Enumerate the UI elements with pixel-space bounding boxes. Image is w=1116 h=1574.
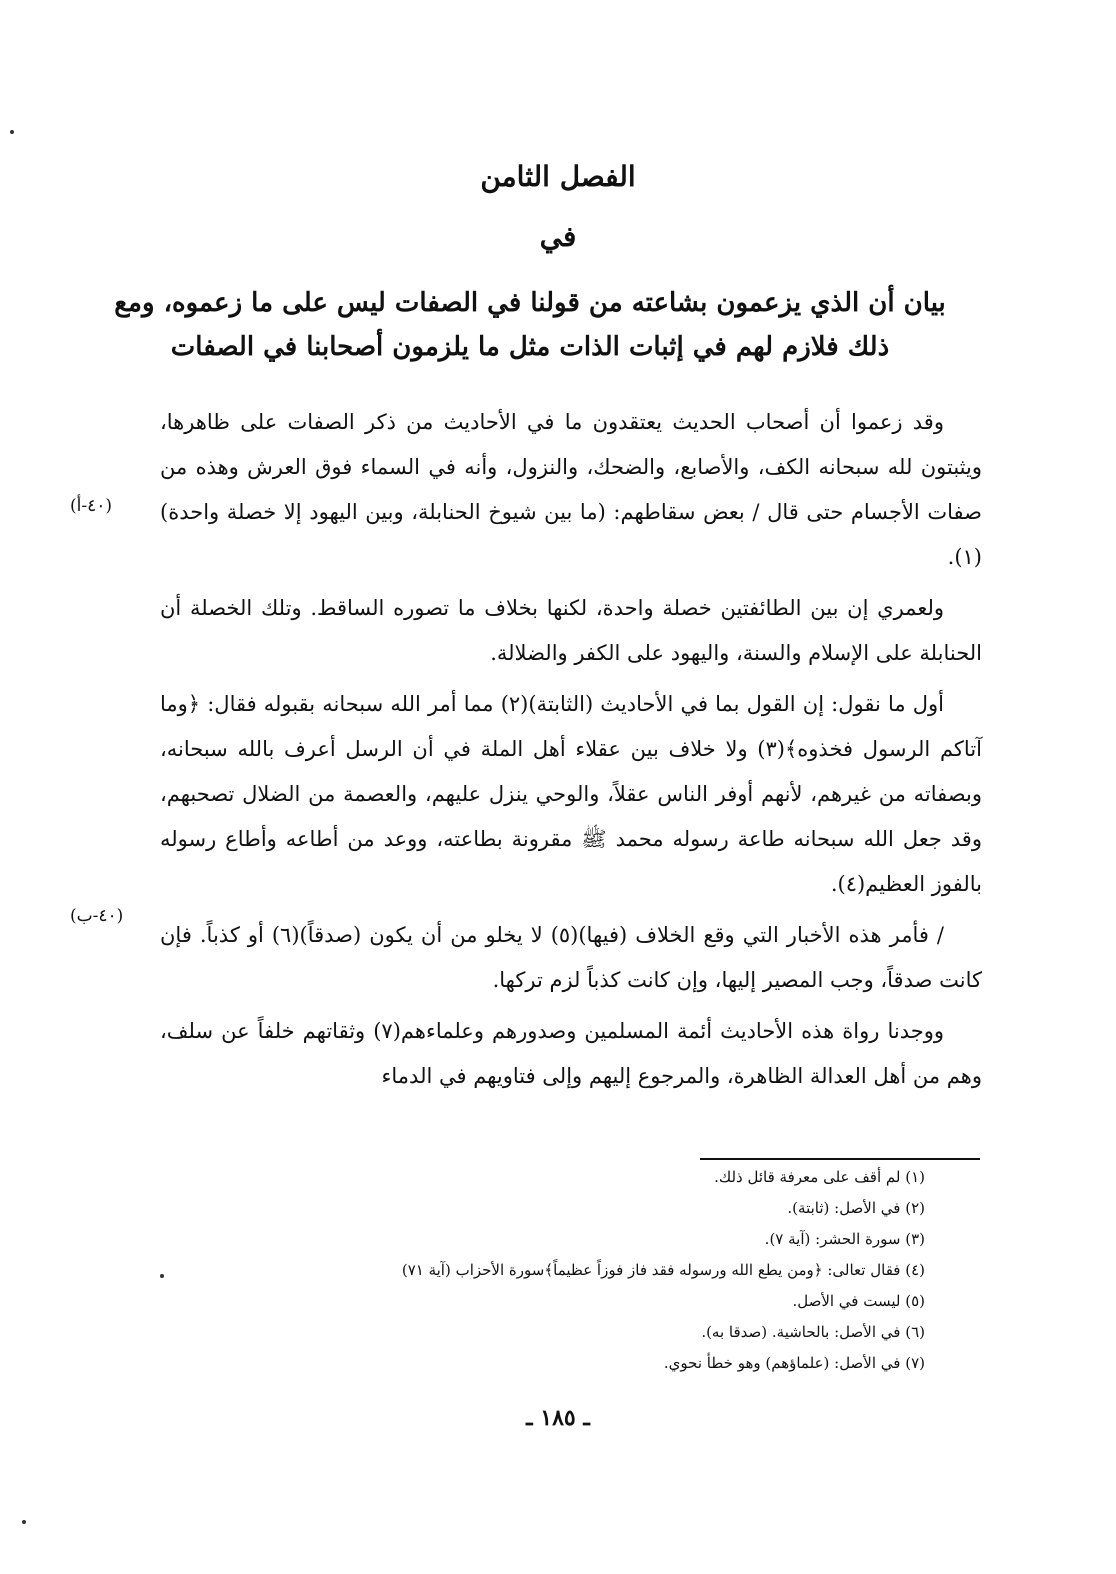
paragraph-3: أول ما نقول: إن القول بما في الأحاديث (الثابتة)(٢) مما أمر الله سبحانه بقبوله فقال: ﴿وما آتاكم الرسول فخذوه﴾(٣) ولا خلاف بين عقلاء أهل الملة في أن الرسل أعرف بالله سبحانه، وبصفاته من غيرهم، لأنهم أوفر الناس عقلاً، والوحي ينزل عليهم، والعصمة من الضلال تصحبهم، وقد جعل الله سبحانه طاعة رسوله محمد ﷺ مقرونة بطاعته، ووعد من أطاعه وأطاع رسوله بالفوز العظيم(٤).	[160, 692, 982, 896]
footnote-7: (٧) في الأصل: (علماؤهم) وهو خطأ نحوي.	[663, 1354, 925, 1372]
scan-speck	[10, 130, 14, 134]
footnote-1: (١) لم أقف على معرفة قائل ذلك.	[714, 1168, 925, 1186]
chapter-subtitle-line-1: بيان أن الذي يزعمون بشاعته من قولنا في الصفات ليس على ما زعموه، ومع	[114, 288, 946, 318]
footnote-5: (٥) ليست في الأصل.	[792, 1292, 925, 1310]
footnote-4: (٤) فقال تعالى: ﴿ومن يطع الله ورسوله فقد فاز فوزاً عظيماً﴾سورة الأحزاب (آية ٧١)	[401, 1261, 925, 1279]
scan-speck	[22, 1520, 26, 1524]
margin-folio-note-40b: (٤٠-ب)	[70, 906, 124, 926]
footnote-divider	[700, 1158, 980, 1160]
footnote-3: (٣) سورة الحشر: (آية ٧).	[764, 1230, 925, 1248]
margin-folio-note-40a: (٤٠-أ)	[70, 496, 113, 516]
footnotes	[330, 1162, 925, 1379]
chapter-title: الفصل الثامن	[480, 160, 636, 193]
paragraph-1: وقد زعموا أن أصحاب الحديث يعتقدون ما في الأحاديث من ذكر الصفات على ظاهرها، ويثبتون لله سبحانه الكف، والأصابع، والضحك، والنزول، وأنه في السماء فوق العرش وهذه من صفات الأجسام حتى قال / بعض سقاطهم: (ما بين شيوخ الحنابلة، وبين اليهود إلا خصلة واحدة)(١).	[160, 410, 982, 569]
paragraph-4: / فأمر هذه الأخبار التي وقع الخلاف (فيها)(٥) لا يخلو من أن يكون (صدقاً)(٦) أو كذباً. فإن كانت صدقاً، وجب المصير إليها، وإن كانت كذباً لزم تركها.	[160, 923, 982, 992]
chapter-title-fi: في	[539, 220, 577, 253]
page-number: ـ ١٨٥ ـ	[526, 1405, 590, 1431]
footnote-6: (٦) في الأصل: بالحاشية. (صدقا به).	[701, 1323, 925, 1341]
paragraph-2: ولعمري إن بين الطائفتين خصلة واحدة، لكنها بخلاف ما تصوره الساقط. وتلك الخصلة أن الحنابلة على الإسلام والسنة، واليهود على الكفر والضلالة.	[160, 596, 982, 665]
chapter-subtitle-line-2: ذلك فلازم لهم في إثبات الذات مثل ما يلزمون أصحابنا في الصفات	[170, 332, 890, 362]
footnote-2: (٢) في الأصل: (ثابتة).	[787, 1199, 925, 1217]
paragraph-5: ووجدنا رواة هذه الأحاديث أئمة المسلمين وصدورهم وعلماءهم(٧) وثقاتهم خلفاً عن سلف، وهم من أهل العدالة الظاهرة، والمرجوع إليهم وإلى فتاويهم في الدماء	[160, 1019, 982, 1088]
scan-speck	[160, 1274, 164, 1278]
body-text	[160, 400, 982, 1105]
